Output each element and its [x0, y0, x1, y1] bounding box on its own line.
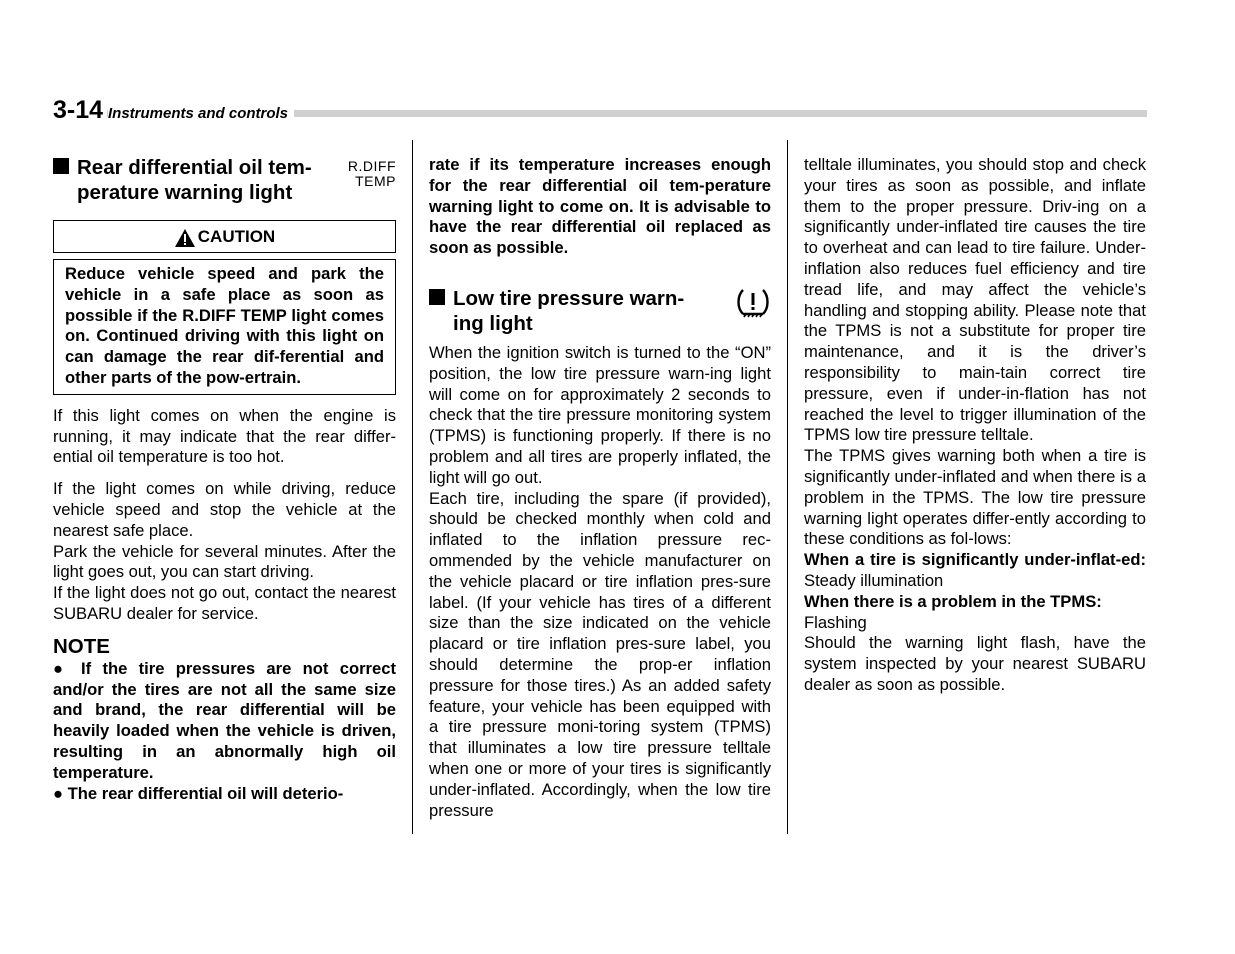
condition-flashing: [804, 592, 1146, 634]
note-item: ● If the tire pressures are not correct and/or the tires are not all the same size and brand, the rear differential will be heavily loaded when the vehicle is driven, resulting in an abnormally high oil temperature.: [53, 658, 396, 782]
condition-label: When there is a problem in the TPMS:: [804, 591, 1102, 611]
paragraph: Should the warning light flash, have the system inspected by your nearest SUBARU dealer as soon as possible.: [804, 633, 1146, 694]
paragraph: Park the vehicle for several minutes. After the light goes out, you can start driving.: [53, 541, 396, 582]
column-3: [804, 155, 1146, 696]
tpms-heading: [429, 286, 771, 336]
note-heading: NOTE: [53, 634, 110, 658]
caution-header: [53, 220, 396, 253]
condition-steady: [804, 550, 1146, 592]
condition-value: Steady illumination: [804, 570, 944, 590]
paragraph: If the light comes on while driving, reduce vehicle speed and stop the vehicle at the nearest safe place.: [53, 479, 396, 540]
caution-text: Reduce vehicle speed and park the vehicle in a safe place as soon as possible if the R.DIFF TEMP light comes on. Continued driving with this light on can damage the rear dif-ferential and other parts of the pow-ertrain.: [65, 264, 384, 387]
paragraph: If this light comes on when the engine is running, it may indicate that the rear differ-ential oil temperature is too hot.: [53, 405, 396, 467]
paragraph: The TPMS gives warning both when a tire is significantly under-inflated and when there is a problem in the TPMS. The low tire pressure warning light operates differ-ently according to these conditions as fol-lows:: [804, 446, 1146, 549]
section-title: Instruments and controls: [108, 104, 294, 124]
paragraph: Each tire, including the spare (if provided), should be checked monthly when cold and inflated to the inflation pressure rec-ommended by the vehicle manufacturer on the vehicle placard or tire inflation pres-sure label. (If your vehicle has tires of a different size than the size indicated on the vehicle placard or tire inflation pres-sure label, you should determine the prop-er inflation pressure for those tires.) As an added safety feature, your vehicle has been equipped with a tire pressure moni-toring system (TPMS) that illuminates a low tire pressure telltale when one or more of your tires is significantly under-inflated. Accordingly, when the low tire pressure: [429, 488, 771, 820]
square-bullet-icon: [53, 158, 69, 174]
square-bullet-icon: [429, 289, 445, 305]
paragraph: When the ignition switch is turned to the “ON” position, the low tire pressure warn-ing light will come on for approximately 2 seconds to check that the tire pressure monitoring system (TPMS) is functioning properly. If there is no problem and all tires are properly inflated, the light will go out.: [429, 342, 771, 487]
condition-value: Flashing: [804, 612, 867, 632]
rdiff-temp-indicator-icon: R.DIFF TEMP: [347, 158, 396, 189]
paragraph: If the light does not go out, contact the nearest SUBARU dealer for service.: [53, 583, 396, 623]
heading-line-2: perature warning light: [77, 181, 293, 204]
tire-pressure-warning-icon: [735, 286, 771, 322]
warning-triangle-icon: [174, 228, 196, 248]
condition-label: When a tire is significantly under-inflat-ed:: [804, 550, 1146, 570]
note-item: ● The rear differential oil will deterio-: [53, 783, 344, 803]
column-1: [53, 155, 396, 804]
note-continued: rate if its temperature increases enough for the rear differential oil tem-perature warning light to come on. It is advisable to have the rear differential oil replaced as soon as possible.: [429, 155, 771, 258]
heading-line-2: ing light: [453, 311, 533, 335]
page-number: 3-14: [53, 95, 107, 125]
heading-line-1: Rear differential oil tem-: [77, 156, 312, 179]
caution-box: [53, 259, 396, 395]
paragraph: telltale illuminates, you should stop and check your tires as soon as possible, and inflate them to the proper pressure. Driv-ing on a significantly under-inflated tire causes the tire to overheat and can lead to tire failure. Under-inflation also reduces fuel efficiency and tire tread life, and may affect the vehicle’s handling and stopping ability. Please note that the TPMS is not a substitute for proper tire maintenance, and it is the driver’s responsibility to main-tain correct tire pressure, even if under-in-flation has not reached the level to trigger illumination of the TPMS low tire pressure telltale.: [804, 155, 1146, 445]
column-divider: [412, 140, 413, 834]
column-2: [429, 155, 771, 821]
heading-line-1: Low tire pressure warn-: [453, 286, 685, 310]
rear-diff-heading: [53, 155, 396, 205]
page-header: [53, 95, 1147, 125]
caution-label: CAUTION: [197, 227, 276, 246]
column-divider: [787, 140, 788, 834]
